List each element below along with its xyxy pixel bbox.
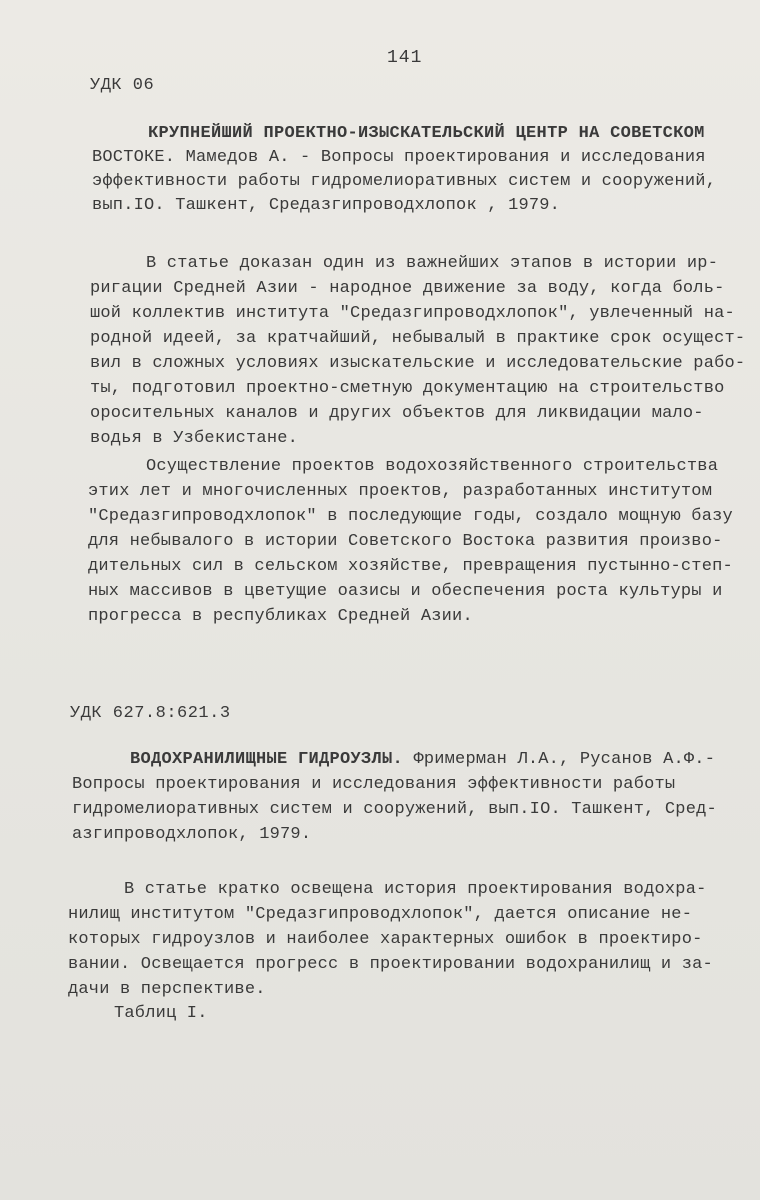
entry-1-abstract-line: оросительных каналов и других объектов для ликвидации мало- <box>90 404 704 423</box>
entry-1-udk: УДК 06 <box>90 76 155 95</box>
entry-2-citation-line: гидромелиоративных систем и сооружений, вып.IO. Ташкент, Сред- <box>72 800 717 819</box>
entry-2-abstract-line: В статье кратко освещена история проектирования водохра- <box>124 880 707 899</box>
entry-1-abstract-line: ных массивов в цветущие оазисы и обеспечения роста культуры и <box>88 582 723 601</box>
entry-1-citation-line: ВОСТОКЕ. Мамедов А. - Вопросы проектирования и исследования <box>92 148 706 167</box>
entry-1-abstract-line: для небывалого в истории Советского Востока развития произво- <box>88 532 723 551</box>
entry-2-abstract-line: которых гидроузлов и наиболее характерных ошибок в проектиро- <box>68 930 703 949</box>
entry-2-abstract-line: дачи в перспективе. <box>68 980 266 999</box>
entry-2-abstract-line: вании. Освещается прогресс в проектировании водохранилищ и за- <box>68 955 713 974</box>
entry-1-citation-line: эффективности работы гидромелиоративных систем и сооружений, <box>92 172 717 191</box>
entry-1-abstract-line: Осуществление проектов водохозяйственного строительства <box>146 457 719 476</box>
entry-1-abstract-line: ригации Средней Азии - народное движение за воду, когда боль- <box>90 279 725 298</box>
entry-1-abstract-line: "Средазгипроводхлопок" в последующие годы, создало мощную базу <box>88 507 733 526</box>
entry-2-title-line <box>130 750 715 769</box>
entry-1-abstract-line: ты, подготовил проектно-сметную документацию на строительство <box>90 379 725 398</box>
page-number: 141 <box>387 48 423 68</box>
entry-1-abstract-line: дительных сил в сельском хозяйстве, превращения пустынно-степ- <box>88 557 733 576</box>
entry-1-abstract-line: В статье доказан один из важнейших этапов в истории ир- <box>146 254 719 273</box>
entry-1-abstract-line: водья в Узбекистане. <box>90 429 299 448</box>
entry-2-citation-line: Вопросы проектирования и исследования эффективности работы <box>72 775 676 794</box>
entry-2-citation-line: азгипроводхлопок, 1979. <box>72 825 312 844</box>
entry-1-abstract-line: шой коллектив института "Средазгипроводхлопок", увлеченный на- <box>90 304 735 323</box>
entry-1-abstract-line: прогресса в республиках Средней Азии. <box>88 607 473 626</box>
entry-1-title: КРУПНЕЙШИЙ ПРОЕКТНО-ИЗЫСКАТЕЛЬСКИЙ ЦЕНТР НА СОВЕТСКОМ <box>148 124 705 143</box>
entry-2-abstract-line: нилищ институтом "Средазгипроводхлопок", дается описание не- <box>68 905 693 924</box>
entry-1-abstract-line: этих лет и многочисленных проектов, разработанных институтом <box>88 482 713 501</box>
entry-1-abstract-line: вил в сложных условиях изыскательские и исследовательские рабо- <box>90 354 746 373</box>
entry-2-authors: Фримерман Л.А., Русанов А.Ф.- <box>413 750 716 769</box>
entry-1-citation-line: вып.IO. Ташкент, Средазгипроводхлопок , 1979. <box>92 196 561 215</box>
entry-1-abstract-line: родной идеей, за кратчайший, небывалый в практике срок осущест- <box>90 329 746 348</box>
entry-2-title: ВОДОХРАНИЛИЩНЫЕ ГИДРОУЗЛЫ. <box>130 750 404 769</box>
entry-2-tables-count: Таблиц I. <box>114 1004 208 1023</box>
entry-2-udk: УДК 627.8:621.3 <box>70 704 231 723</box>
